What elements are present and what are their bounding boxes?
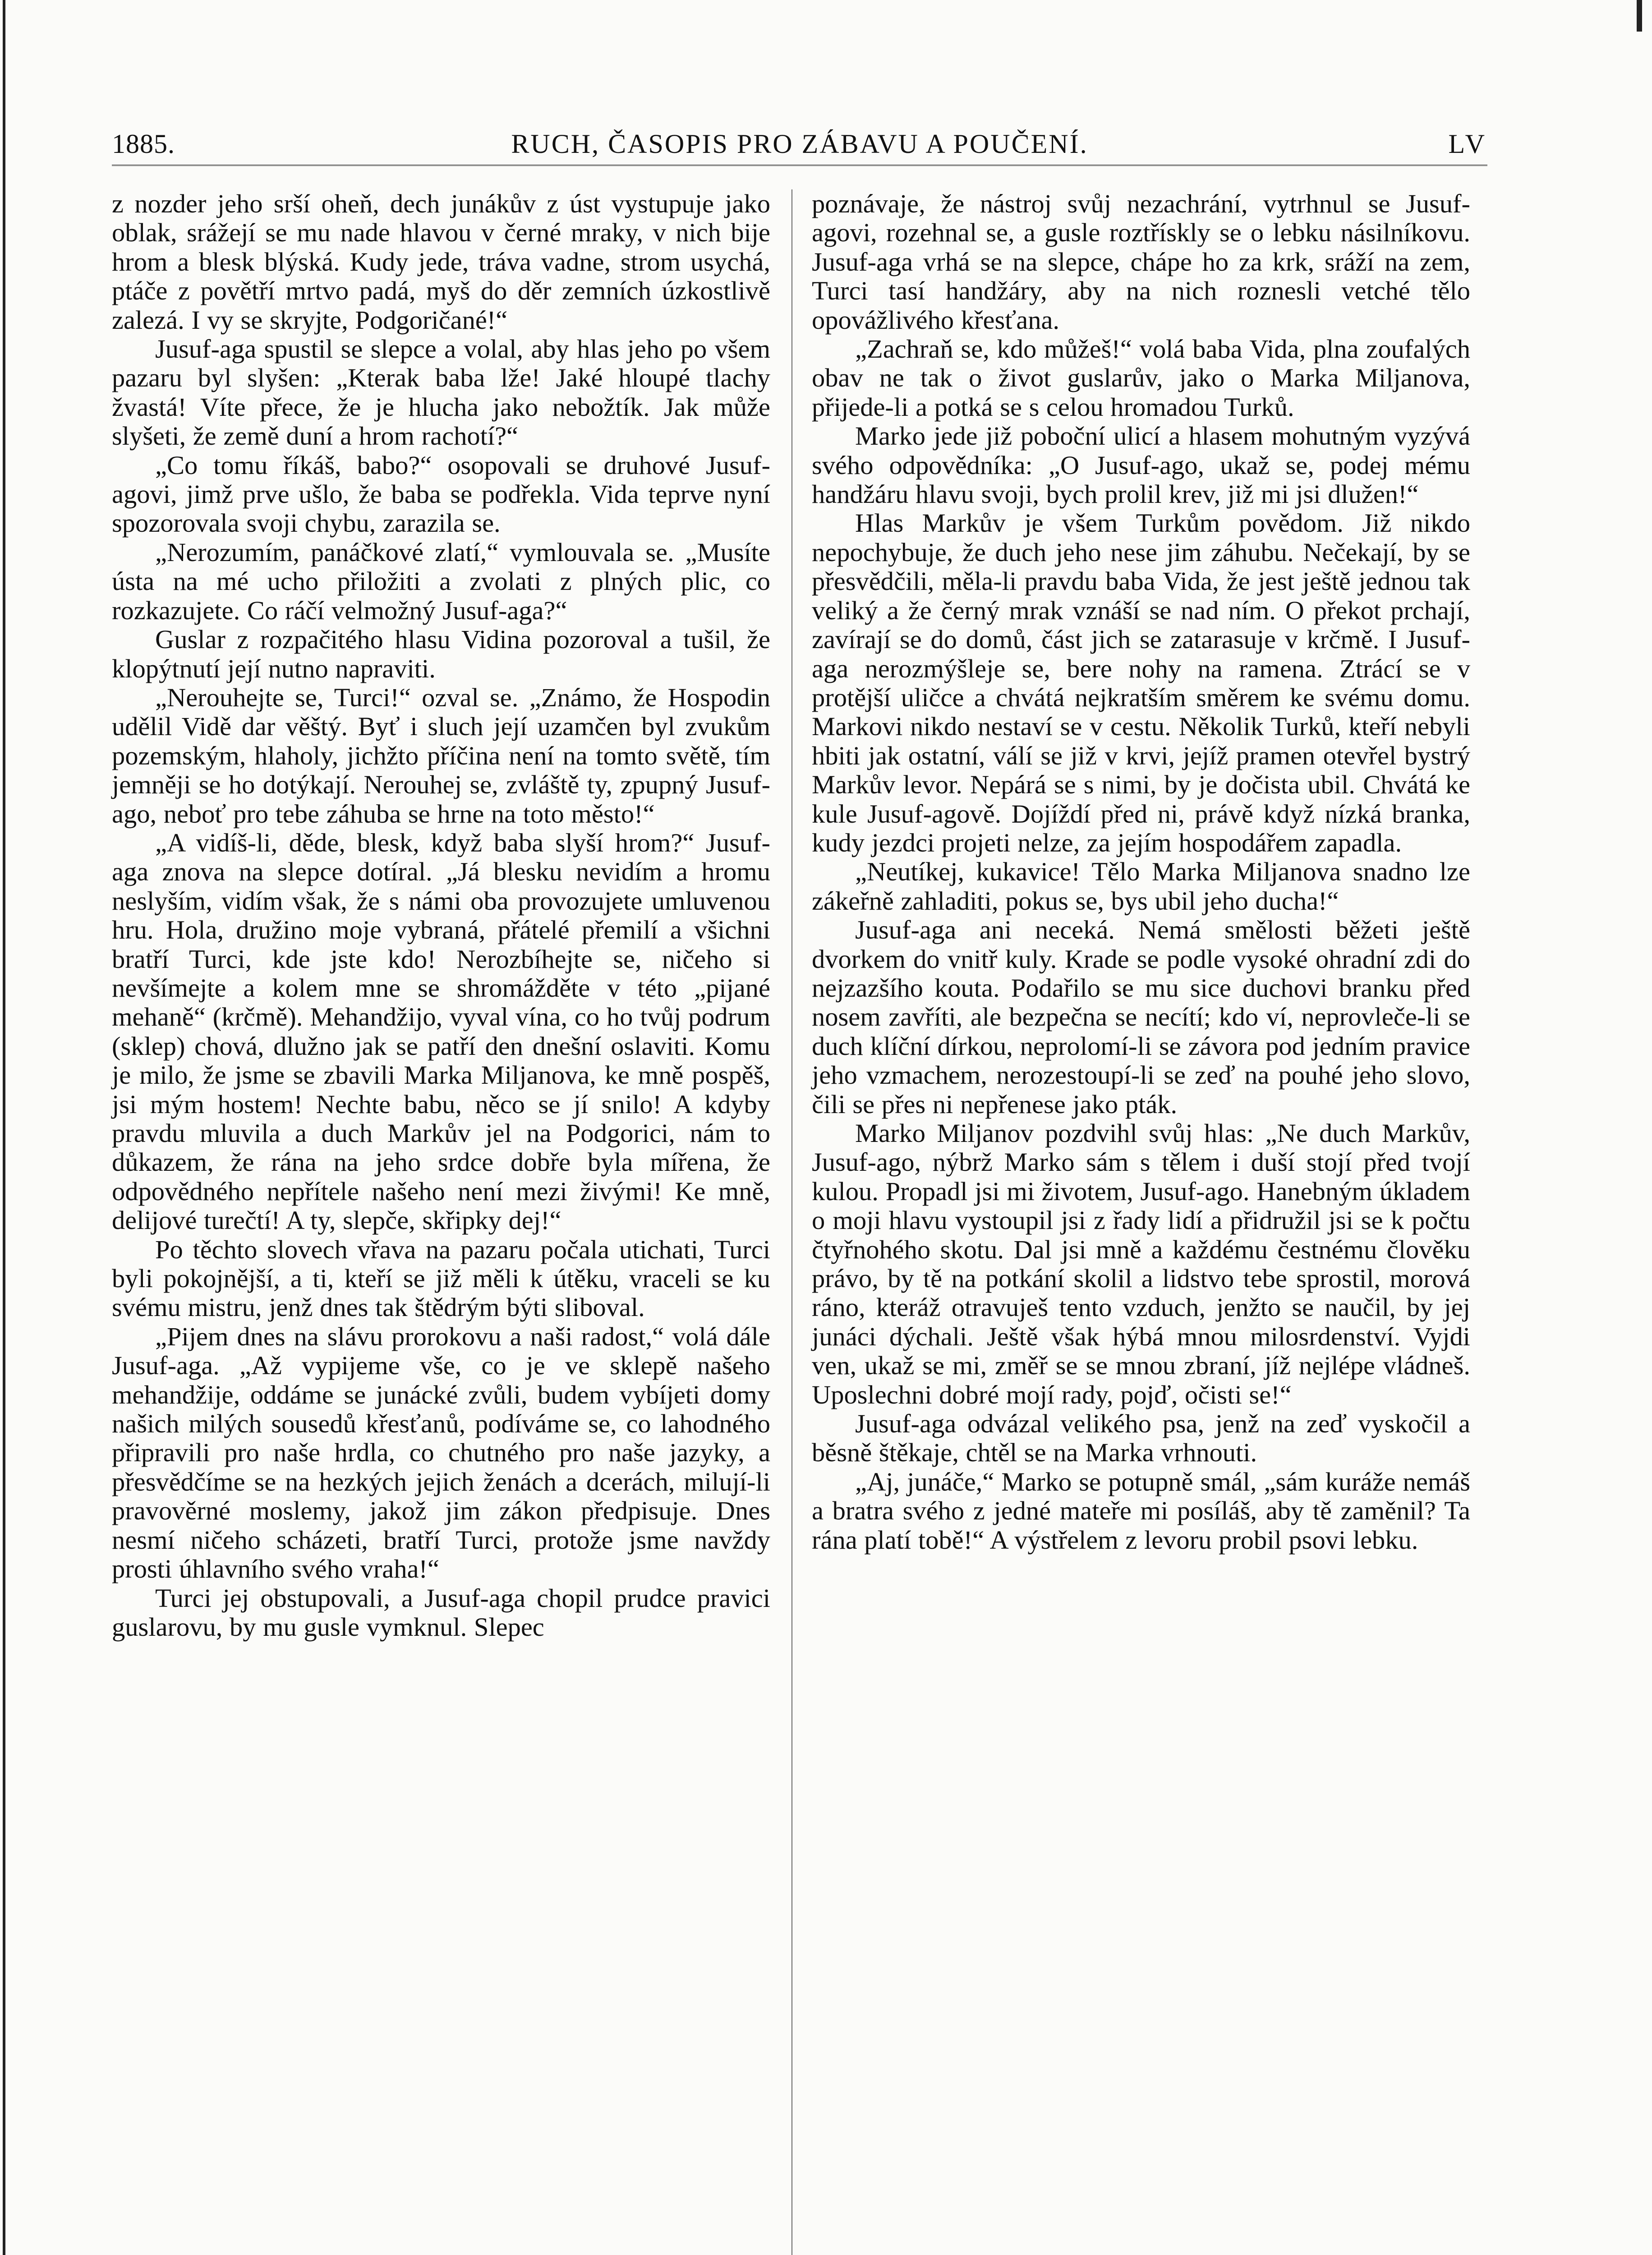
paragraph: „Nerozumím, panáčkové zlatí,“ vymlouvala se. „Musíte ústa na mé ucho přiložiti a zvolati z plných plic, co rozkazujete. Co ráčí velmožný Jusuf-aga?“ <box>112 537 770 625</box>
header-year: 1885. <box>112 129 175 159</box>
paragraph: „A vidíš-li, děde, blesk, když baba slyší hrom?“ Jusuf-aga znova na slepce dotíral. „Já blesku nevidím a hromu neslyším, vidím však, že s námi oba provozujete umluvenou hru. Hola, družino moje vybraná, přátelé přemilí a všichni bratří Turci, kde jste kdo! Nerozbíhejte se, ničeho si nevšímejte a kolem mne se shromážděte v této „pijané mehaně“ (krčmě). Mehandžijo, vyval vína, co ho tvůj podrum (sklep) chová, dlužno jak se patří den dnešní oslaviti. Komu je milo, že jsme se zbavili Marka Miljanova, ke mně pospěš, jsi mým hostem! Nechte babu, něco se jí snilo! A kdyby pravdu mluvila a duch Markův jel na Podgorici, nám to důkazem, že rána na jeho srdce dobře byla mířena, že odpovědného nepřítele našeho není mezi živými! Ke mně, delijové turečtí! A ty, slepče, skřipky dej!“ <box>112 828 770 1235</box>
scan-edge-left <box>3 0 5 2255</box>
paragraph: Po těchto slovech vřava na pazaru počala utichati, Turci byli pokojnější, a ti, kteří se již měli k útěku, vraceli se ku svému mistru, jenž dnes tak štědrým býti sliboval. <box>112 1234 770 1322</box>
paragraph: Marko jede již poboční ulicí a hlasem mohutným vyzývá svého odpovědníka: „O Jusuf-ago, ukaž se, podej mému handžáru hlavu svoji, bych prolil krev, již mi jsi dlužen!“ <box>812 421 1470 509</box>
paragraph: „Pijem dnes na slávu prorokovu a naši radost,“ volá dále Jusuf-aga. „Až vypijeme vše, co je ve sklepě našeho mehandžije, oddáme se junácké zvůli, budem vybíjeti domy našich milých sousedů křesťanů, podíváme se, co lahodného připravili pro naše hrdla, co chutného pro naše jazyky, a přesvědčíme se na hezkých jejich ženách a dcerách, milují-li pravověrné moslemy, jakož jim zákon předpisuje. Dnes nesmí ničeho scházeti, bratří Turci, protože jsme navždy prosti úhlavního svého vraha!“ <box>112 1321 770 1584</box>
header-rule <box>112 165 1487 168</box>
paragraph: Turci jej obstupovali, a Jusuf-aga chopil prudce pravici guslarovu, by mu gusle vymknul. Slepec <box>112 1583 770 1642</box>
header-title: RUCH, ČASOPIS PRO ZÁBAVU A POUČENÍ. <box>511 129 1088 159</box>
paragraph: „Aj, junáče,“ Marko se potupně smál, „sám kuráže nemáš a bratra svého z jedné mateře mi posíláš, aby tě zaměnil? Ta rána platí tobě!“ A výstřelem z levoru probil psovi lebku. <box>812 1467 1470 1555</box>
header-page-number: LV <box>1448 129 1487 159</box>
paragraph: „Co tomu říkáš, babo?“ osopovali se druhové Jusuf-agovi, jimž prve ušlo, že baba se podřekla. Vida teprve nyní spozorovala svoji chybu, zarazila se. <box>112 450 770 538</box>
paragraph: „Nerouhejte se, Turci!“ ozval se. „Známo, že Hospodin udělil Vidě dar věštý. Byť i sluch její uzamčen byl zvukům pozemským, hlaholy, jichžto příčina není na tomto světě, tím jemněji se ho dotýkají. Nerouhej se, zvláště ty, zpupný Jusuf-ago, neboť pro tebe záhuba se hrne na toto město!“ <box>112 682 770 828</box>
paragraph: Jusuf-aga ani neceká. Nemá smělosti běžeti ještě dvorkem do vnitř kuly. Krade se podle vysoké ohradní zdi do nejzazšího kouta. Podařilo se mu sice duchovi branku před nosem zavříti, ale bezpečna se necítí; kdo ví, neprovleče-li se duch klíční dírkou, neprolomí-li se závora pod jedním pravice jeho vzmachem, nerozestoupí-li se zeď na pouhé jeho slovo, čili se přes ni nepřenese jako pták. <box>812 915 1470 1119</box>
paragraph: „Zachraň se, kdo můžeš!“ volá baba Vida, plna zoufalých obav ne tak o život guslarův, jako o Marka Miljanova, přijede-li a potká se s celou hromadou Turků. <box>812 334 1470 422</box>
paragraph: Guslar z rozpačitého hlasu Vidina pozoroval a tušil, že klopýtnutí její nutno napraviti. <box>112 625 770 683</box>
right-column <box>812 189 1470 1555</box>
paragraph: „Neutíkej, kukavice! Tělo Marka Miljanova snadno lze zákeřně zahladiti, pokus se, bys ubil jeho ducha!“ <box>812 857 1470 916</box>
scan-edge-right <box>1637 0 1642 32</box>
left-column <box>112 189 770 1642</box>
running-header <box>112 129 1487 165</box>
column-divider <box>791 189 792 2255</box>
paragraph: Jusuf-aga spustil se slepce a volal, aby hlas jeho po všem pazaru byl slyšen: „Kterak baba lže! Jaké hloupé tlachy žvastá! Víte přece, že je hlucha jako nebožtík. Jak může slyšeti, že země duní a hrom rachotí?“ <box>112 334 770 451</box>
paragraph: Marko Miljanov pozdvihl svůj hlas: „Ne duch Markův, Jusuf-ago, nýbrž Marko sám s tělem i duší stojí před tvojí kulou. Propadl jsi mi životem, Jusuf-ago. Hanebným úkladem o moji hlavu vystoupil jsi z řady lidí a přidružil jsi se k počtu čtyřnohého skotu. Dal jsi mně a každému čestnému člověku právo, by tě na potkání skolil a lidstvo tebe sprostil, morová ráno, kteráž otravuješ tento vzduch, jenžto se naučil, by jej junáci dýchali. Ještě však hýbá mnou milosrdenství. Vyjdi ven, ukaž se mi, změř se se mnou zbraní, jíž nejlépe vládneš. Uposlechni dobré mojí rady, pojď, očisti se!“ <box>812 1118 1470 1409</box>
paragraph: Jusuf-aga odvázal velikého psa, jenž na zeď vyskočil a běsně štěkaje, chtěl se na Marka vrhnouti. <box>812 1409 1470 1468</box>
paragraph: poznávaje, že nástroj svůj nezachrání, vytrhnul se Jusuf-agovi, rozehnal se, a gusle roztřískly se o lebku násilníkovu. Jusuf-aga vrhá se na slepce, chápe ho za krk, sráží na zem, Turci tasí handžáry, aby na nich roznesli vetché tělo opovážlivého křesťana. <box>812 189 1470 335</box>
paragraph: z nozder jeho srší oheň, dech junákův z úst vystupuje jako oblak, srážejí se mu nade hlavou v černé mraky, v nich bije hrom a blesk blýská. Kudy jede, tráva vadne, strom usychá, ptáče z povětří mrtvo padá, myš do děr zemních úzkostlivě zalezá. I vy se skryjte, Podgoričané!“ <box>112 189 770 335</box>
paragraph: Hlas Markův je všem Turkům povědom. Již nikdo nepochybuje, že duch jeho nese jim záhubu. Nečekají, by se přesvědčili, měla-li pravdu baba Vida, že jest ještě jednou tak veliký a že černý mrak vznáší se nad ním. O překot prchají, zavírají se do domů, část jich se zatarasuje v krčmě. I Jusuf-aga nerozmýšleje se, bere nohy na ramena. Ztrácí se v protější uličce a chvátá nejkratším směrem ke svému domu. Markovi nikdo nestaví se v cestu. Několik Turků, kteří nebyli hbiti jak ostatní, válí se již v krvi, jejíž pramen otevřel bystrý Markův levor. Nepárá se s nimi, by je dočista ubil. Chvátá ke kule Jusuf-agově. Dojíždí před ni, právě když nízká branka, kudy jezdci projeti nelze, za jejím hospodářem zapadla. <box>812 508 1470 857</box>
